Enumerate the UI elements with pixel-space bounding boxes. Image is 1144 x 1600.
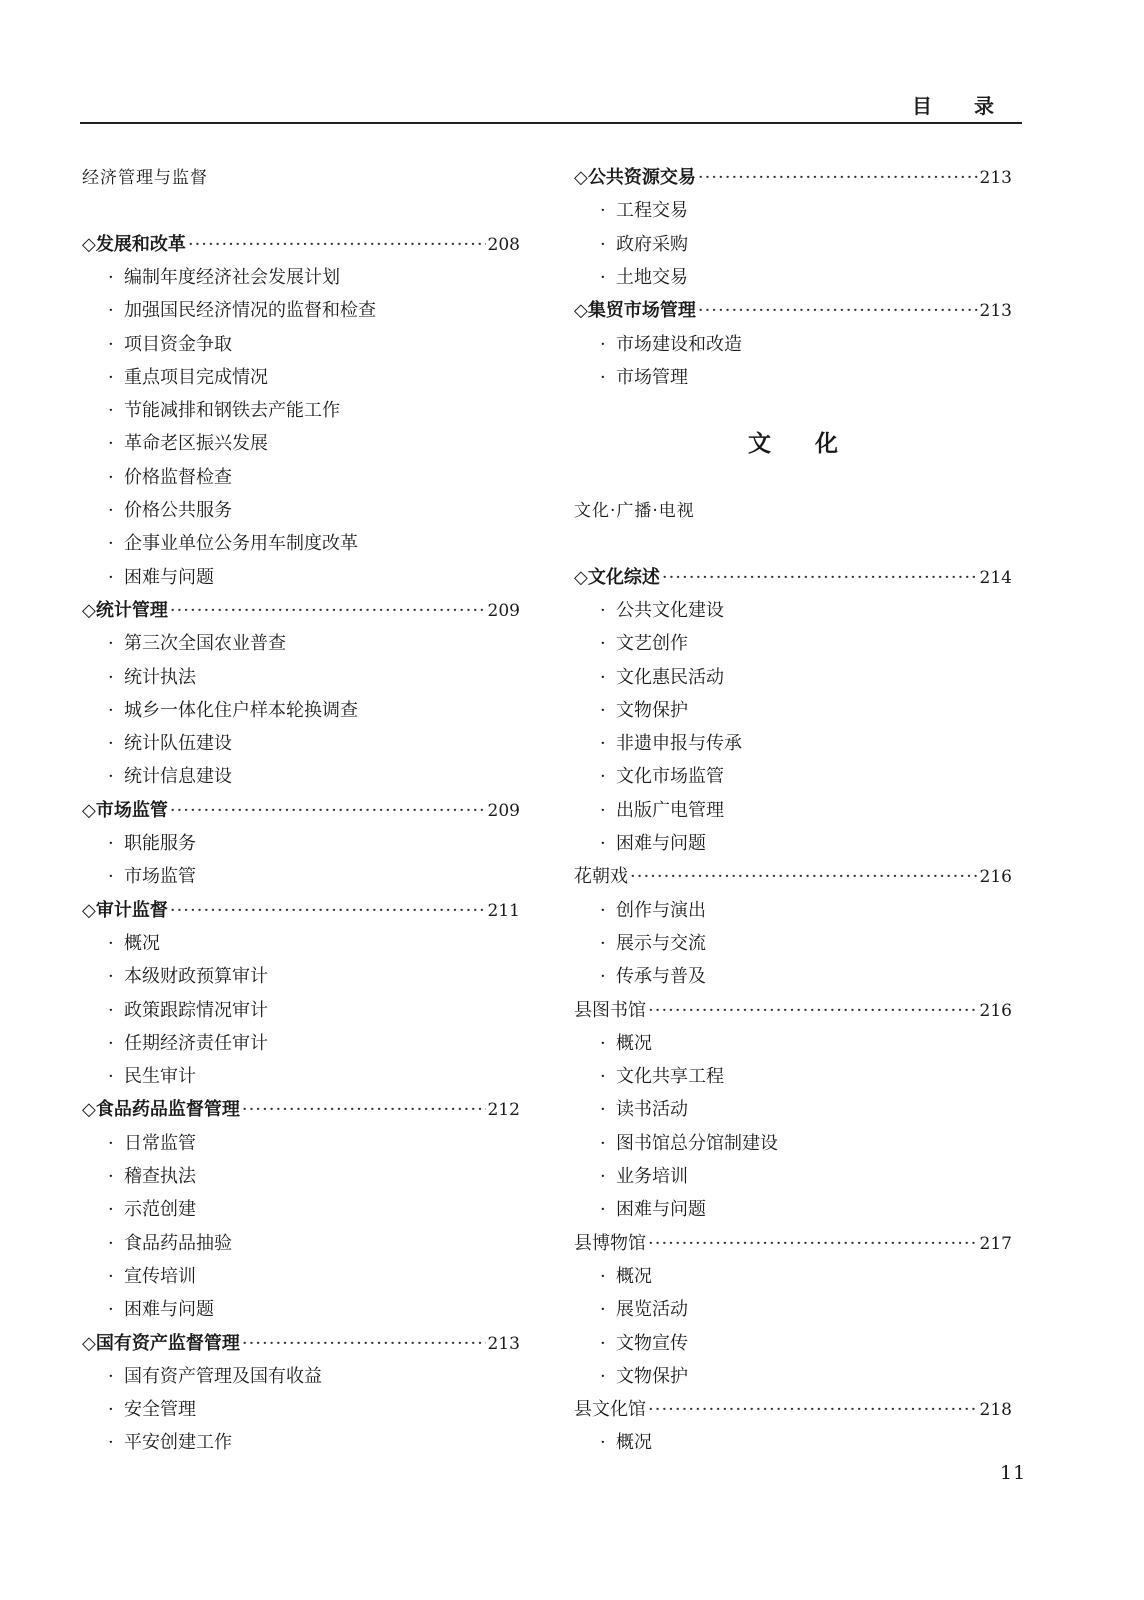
toc-subentry-label: 传承与普及	[616, 966, 706, 988]
toc-section-title: ◇文化综述	[574, 566, 660, 588]
toc-subentry-label: 市场监管	[124, 866, 196, 888]
bullet-icon: ·	[600, 633, 606, 655]
toc-subentry	[82, 661, 520, 695]
toc-subentry	[574, 1127, 1012, 1161]
toc-subentry-label: 业务培训	[616, 1166, 688, 1187]
toc-leader-dots	[170, 794, 486, 828]
toc-subentry	[82, 1027, 520, 1061]
bullet-icon: ·	[108, 699, 114, 721]
toc-section-title: ◇统计管理	[82, 599, 168, 621]
bullet-icon: ·	[600, 1265, 606, 1287]
toc-subentry-label: 食品药品抽验	[124, 1232, 232, 1254]
toc-subentry	[574, 1093, 1012, 1127]
bullet-icon: ·	[108, 400, 114, 422]
toc-subentry	[82, 760, 520, 794]
toc-subentry	[82, 394, 520, 428]
toc-subentry	[574, 927, 1012, 961]
toc-subentry	[82, 1193, 520, 1227]
toc-subentry	[82, 1227, 520, 1261]
toc-subentry-label: 稽查执法	[124, 1166, 196, 1187]
toc-subentry-label: 示范创建	[124, 1199, 196, 1221]
bullet-icon: ·	[108, 1232, 114, 1254]
toc-subentry-label: 文化市场监管	[616, 766, 724, 788]
toc-section-entry[interactable]	[574, 1393, 1012, 1427]
bullet-icon: ·	[600, 799, 606, 821]
toc-subentry	[82, 1260, 520, 1294]
toc-subentry	[574, 1360, 1012, 1394]
toc-subentry-label: 展示与交流	[616, 932, 706, 954]
toc-section-entry[interactable]	[82, 1093, 520, 1127]
toc-subentry	[82, 1160, 520, 1194]
bullet-icon: ·	[600, 932, 606, 954]
chapter-heading	[574, 427, 1012, 461]
toc-section-entry[interactable]	[574, 561, 1012, 595]
toc-subentry-label: 职能服务	[124, 833, 196, 854]
toc-subentry-label: 文艺创作	[616, 633, 688, 655]
bullet-icon: ·	[600, 1432, 606, 1454]
toc-section-entry[interactable]	[574, 294, 1012, 328]
toc-section-title: 县图书馆	[574, 999, 646, 1021]
bullet-icon: ·	[108, 300, 114, 322]
header-rule	[80, 122, 1022, 124]
toc-subentry	[82, 1060, 520, 1094]
toc-subentry	[82, 994, 520, 1028]
toc-subentry	[82, 328, 520, 362]
toc-subentry	[574, 1426, 1012, 1460]
toc-section-title: ◇公共资源交易	[574, 167, 696, 188]
toc-subentry-label: 非遗申报与传承	[616, 733, 742, 755]
toc-subentry-label: 困难与问题	[616, 833, 706, 854]
toc-subentry	[82, 527, 520, 561]
bullet-icon: ·	[600, 766, 606, 788]
bullet-icon: ·	[600, 966, 606, 988]
toc-leader-dots	[648, 1227, 978, 1261]
toc-leader-dots	[170, 594, 486, 628]
bullet-icon: ·	[600, 666, 606, 688]
toc-subentry-label: 宣传培训	[124, 1265, 196, 1287]
bullet-icon: ·	[600, 1332, 606, 1354]
toc-subentry-label: 城乡一体化住户样本轮换调查	[124, 699, 358, 721]
toc-subentry-label: 文物保护	[616, 1365, 688, 1387]
toc-leader-dots	[242, 1093, 486, 1127]
bullet-icon: ·	[108, 1432, 114, 1454]
toc-leader-dots	[698, 294, 978, 328]
toc-page-number: 213	[979, 168, 1012, 188]
toc-subentry	[574, 1327, 1012, 1361]
toc-subentry	[82, 1393, 520, 1427]
toc-subentry-label: 出版广电管理	[616, 799, 724, 821]
running-header	[912, 90, 994, 119]
toc-section-entry[interactable]	[82, 794, 520, 828]
toc-subentry-label: 困难与问题	[124, 1299, 214, 1321]
toc-subentry	[82, 427, 520, 461]
bullet-icon: ·	[600, 366, 606, 388]
toc-subentry	[574, 661, 1012, 695]
toc-page-number: 217	[979, 1233, 1012, 1254]
toc-leader-dots	[242, 1327, 486, 1361]
toc-subentry-label: 加强国民经济情况的监督和检查	[124, 300, 376, 322]
bullet-icon: ·	[108, 500, 114, 521]
toc-subentry-label: 工程交易	[616, 200, 688, 222]
toc-subentry	[574, 1027, 1012, 1061]
toc-subentry-label: 重点项目完成情况	[124, 366, 268, 388]
toc-subentry	[574, 1260, 1012, 1294]
toc-subentry-label: 公共文化建设	[616, 599, 724, 621]
toc-leader-dots	[648, 994, 978, 1028]
toc-subentry	[574, 627, 1012, 661]
toc-page-number: 211	[487, 900, 520, 921]
toc-subentry-label: 创作与演出	[616, 899, 706, 921]
bullet-icon: ·	[108, 1032, 114, 1054]
toc-subentry	[574, 1060, 1012, 1094]
toc-section-entry[interactable]	[82, 894, 520, 928]
toc-subentry-label: 文物宣传	[616, 1332, 688, 1354]
toc-subentry-label: 国有资产管理及国有收益	[124, 1365, 322, 1387]
bullet-icon: ·	[108, 999, 114, 1021]
bullet-icon: ·	[108, 333, 114, 355]
bullet-icon: ·	[600, 1299, 606, 1321]
toc-subentry-label: 价格公共服务	[124, 500, 232, 521]
toc-subentry-label: 统计队伍建设	[124, 733, 232, 755]
toc-subentry-label: 统计执法	[124, 666, 196, 688]
bullet-icon: ·	[600, 266, 606, 288]
bullet-icon: ·	[108, 466, 114, 488]
toc-subentry	[574, 760, 1012, 794]
toc-subentry	[82, 494, 520, 528]
bullet-icon: ·	[108, 633, 114, 655]
toc-leader-dots	[188, 228, 486, 262]
toc-section-title: ◇发展和改革	[82, 233, 186, 255]
toc-subentry	[82, 294, 520, 328]
toc-subentry	[574, 794, 1012, 828]
toc-subentry	[574, 727, 1012, 761]
toc-subentry-label: 企事业单位公务用车制度改革	[124, 533, 358, 555]
toc-section-entry[interactable]	[82, 594, 520, 628]
bullet-icon: ·	[108, 266, 114, 288]
bullet-icon: ·	[108, 1299, 114, 1321]
toc-leader-dots	[698, 161, 978, 195]
bullet-icon: ·	[108, 1199, 114, 1221]
toc-subentry	[82, 827, 520, 861]
bullet-icon: ·	[108, 433, 114, 455]
toc-subentry-label: 概况	[616, 1032, 652, 1054]
toc-section-entry[interactable]	[82, 1327, 520, 1361]
toc-subentry	[574, 960, 1012, 994]
toc-leader-dots	[662, 561, 978, 595]
toc-subentry-label: 困难与问题	[124, 566, 214, 588]
toc-subentry	[574, 1293, 1012, 1327]
bullet-icon: ·	[108, 566, 114, 588]
toc-subentry	[82, 1293, 520, 1327]
toc-section-title: 县博物馆	[574, 1232, 646, 1254]
toc-subentry	[82, 727, 520, 761]
toc-page-number: 209	[487, 800, 520, 821]
toc-subentry-label: 市场建设和改造	[616, 333, 742, 355]
toc-subentry-label: 本级财政预算审计	[124, 966, 268, 988]
toc-subentry-label: 编制年度经济社会发展计划	[124, 266, 340, 288]
toc-section-entry[interactable]	[82, 228, 520, 262]
toc-subentry-label: 文化惠民活动	[616, 666, 724, 688]
bullet-icon: ·	[108, 1399, 114, 1421]
toc-subentry-label: 政策跟踪情况审计	[124, 999, 268, 1021]
bullet-icon: ·	[108, 966, 114, 988]
toc-page-number: 213	[487, 1333, 520, 1354]
toc-subentry	[574, 194, 1012, 228]
bullet-icon: ·	[108, 1166, 114, 1187]
toc-subentry-label: 节能减排和钢铁去产能工作	[124, 400, 340, 422]
bullet-icon: ·	[600, 1365, 606, 1387]
chapter-heading-char-1: 文	[748, 430, 771, 458]
bullet-icon: ·	[108, 366, 114, 388]
bullet-icon: ·	[108, 666, 114, 688]
toc-subentry	[82, 561, 520, 595]
bullet-icon: ·	[108, 533, 114, 555]
toc-subentry-label: 市场管理	[616, 366, 688, 388]
toc-subentry-label: 项目资金争取	[124, 333, 232, 355]
toc-section-title: 县文化馆	[574, 1399, 646, 1421]
toc-section-entry[interactable]	[574, 860, 1012, 894]
toc-page-number: 214	[979, 567, 1012, 588]
toc-subentry	[574, 1160, 1012, 1194]
toc-section-title: ◇市场监管	[82, 799, 168, 821]
toc-page-number: 212	[487, 1100, 520, 1121]
toc-subentry	[574, 228, 1012, 262]
toc-page-number: 216	[979, 867, 1012, 888]
toc-category: 经济管理与监督	[82, 168, 208, 188]
bullet-icon: ·	[108, 733, 114, 755]
toc-subentry-label: 困难与问题	[616, 1199, 706, 1221]
bullet-icon: ·	[108, 1132, 114, 1154]
toc-subentry-label: 价格监督检查	[124, 466, 232, 488]
toc-subentry-label: 革命老区振兴发展	[124, 433, 268, 455]
toc-subentry	[82, 261, 520, 295]
toc-subentry-label: 概况	[616, 1432, 652, 1454]
toc-section-entry[interactable]	[574, 161, 1012, 195]
bullet-icon: ·	[600, 200, 606, 222]
toc-subentry-label: 任期经济责任审计	[124, 1032, 268, 1054]
toc-subentry-label: 第三次全国农业普查	[124, 633, 286, 655]
toc-subentry	[82, 927, 520, 961]
toc-subentry	[574, 261, 1012, 295]
toc-subentry	[82, 1426, 520, 1460]
toc-section-title: ◇食品药品监督管理	[82, 1099, 240, 1121]
bullet-icon: ·	[108, 1265, 114, 1287]
header-char-2: 录	[974, 94, 994, 118]
toc-subentry-label: 文化共享工程	[616, 1066, 724, 1088]
toc-subentry-label: 概况	[616, 1265, 652, 1287]
bullet-icon: ·	[600, 833, 606, 854]
bullet-icon: ·	[600, 1166, 606, 1187]
toc-section-entry[interactable]	[574, 1227, 1012, 1261]
bullet-icon: ·	[108, 866, 114, 888]
toc-page-number: 216	[979, 1000, 1012, 1021]
toc-subentry	[82, 1360, 520, 1394]
toc-subentry-label: 统计信息建设	[124, 766, 232, 788]
toc-subentry-label: 民生审计	[124, 1066, 196, 1088]
toc-subentry	[574, 827, 1012, 861]
bullet-icon: ·	[600, 233, 606, 255]
bullet-icon: ·	[600, 1099, 606, 1121]
toc-subentry-label: 政府采购	[616, 233, 688, 255]
toc-leader-dots	[648, 1393, 978, 1427]
bullet-icon: ·	[108, 1365, 114, 1387]
bullet-icon: ·	[600, 733, 606, 755]
toc-leader-dots	[170, 894, 486, 928]
toc-page-number: 208	[487, 234, 520, 255]
toc-subentry-label: 展览活动	[616, 1299, 688, 1321]
toc-leader-dots	[630, 860, 978, 894]
toc-section-title: ◇国有资产监督管理	[82, 1332, 240, 1354]
toc-section-title: 花朝戏	[574, 866, 628, 888]
bullet-icon: ·	[600, 1199, 606, 1221]
toc-page-number: 218	[979, 1400, 1012, 1421]
bullet-icon: ·	[600, 899, 606, 921]
page-number: 11	[1000, 1462, 1027, 1484]
toc-subentry-label: 土地交易	[616, 266, 688, 288]
toc-subentry	[574, 328, 1012, 362]
toc-subentry	[574, 594, 1012, 628]
toc-subentry-label: 概况	[124, 932, 160, 954]
toc-page-number: 213	[979, 301, 1012, 322]
toc-subentry	[574, 694, 1012, 728]
toc-section-entry[interactable]	[574, 994, 1012, 1028]
toc-subentry	[82, 627, 520, 661]
toc-subentry-label: 文物保护	[616, 699, 688, 721]
toc-category: 文化·广播·电视	[574, 501, 695, 521]
header-char-1: 目	[912, 94, 932, 118]
bullet-icon: ·	[108, 833, 114, 854]
toc-subentry-label: 日常监管	[124, 1132, 196, 1154]
bullet-icon: ·	[600, 1032, 606, 1054]
toc-subentry	[574, 894, 1012, 928]
toc-subentry-label: 安全管理	[124, 1399, 196, 1421]
bullet-icon: ·	[600, 1066, 606, 1088]
toc-page-number: 209	[487, 600, 520, 621]
toc-subentry	[82, 461, 520, 495]
toc-subentry	[574, 1193, 1012, 1227]
toc-subentry	[82, 860, 520, 894]
bullet-icon: ·	[108, 766, 114, 788]
toc-section-title: ◇集贸市场管理	[574, 300, 696, 322]
bullet-icon: ·	[108, 932, 114, 954]
toc-subentry	[82, 694, 520, 728]
toc-subentry-label: 读书活动	[616, 1099, 688, 1121]
bullet-icon: ·	[600, 333, 606, 355]
toc-subentry	[82, 960, 520, 994]
chapter-heading-char-2: 化	[815, 430, 838, 458]
bullet-icon: ·	[600, 599, 606, 621]
toc-subentry	[574, 361, 1012, 395]
bullet-icon: ·	[600, 699, 606, 721]
toc-subentry	[82, 361, 520, 395]
toc-section-title: ◇审计监督	[82, 899, 168, 921]
toc-subentry-label: 平安创建工作	[124, 1432, 232, 1454]
toc-subentry-label: 图书馆总分馆制建设	[616, 1132, 778, 1154]
bullet-icon: ·	[600, 1132, 606, 1154]
toc-subentry	[82, 1127, 520, 1161]
bullet-icon: ·	[108, 1066, 114, 1088]
